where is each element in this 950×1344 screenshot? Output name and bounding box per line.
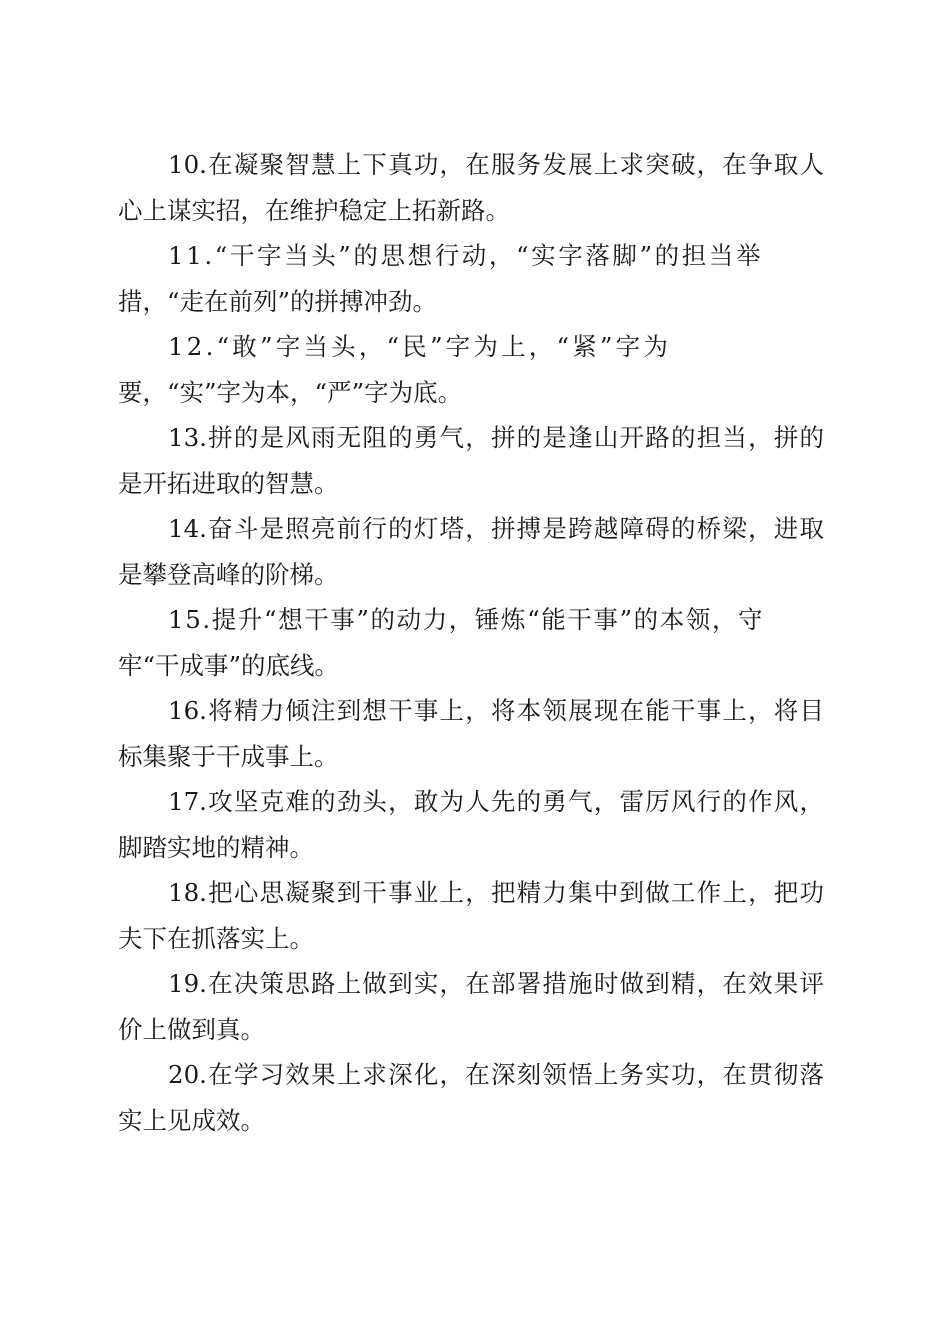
paragraph-10-line-1: 10.在凝聚智慧上下真功，在服务发展上求突破，在争取人: [168, 150, 824, 179]
paragraph-14: [118, 506, 824, 597]
paragraph-12-line-2: 要，“实”字为本，“严”字为底。: [118, 377, 463, 407]
paragraph-15: [118, 597, 824, 688]
paragraph-list: [118, 142, 824, 1143]
paragraph-19: [118, 961, 824, 1052]
paragraph-20: [118, 1052, 824, 1143]
paragraph-13: [118, 415, 824, 506]
paragraph-11: [118, 233, 824, 324]
paragraph-17-line-2: 脚踏实地的精神。: [118, 832, 314, 862]
paragraph-11-line-1: 11.“干字当头”的思想行动，“实字落脚”的担当举: [168, 241, 764, 270]
paragraph-18-line-2: 夫下在抓落实上。: [118, 923, 314, 953]
paragraph-11-line-2: 措，“走在前列”的拼搏冲劲。: [118, 286, 438, 316]
paragraph-18-line-1: 18.把心思凝聚到干事业上，把精力集中到做工作上，把功: [168, 878, 824, 907]
paragraph-14-line-2: 是攀登高峰的阶梯。: [118, 559, 339, 589]
paragraph-16: [118, 688, 824, 779]
paragraph-12: [118, 324, 824, 415]
paragraph-16-line-2: 标集聚于干成事上。: [118, 741, 339, 771]
paragraph-19-line-2: 价上做到真。: [118, 1014, 265, 1044]
paragraph-14-line-1: 14.奋斗是照亮前行的灯塔，拼搏是跨越障碍的桥梁，进取: [168, 514, 824, 543]
paragraph-19-line-1: 19.在决策思路上做到实，在部署措施时做到精，在效果评: [168, 969, 824, 998]
paragraph-10-line-2: 心上谋实招，在维护稳定上拓新路。: [118, 195, 510, 225]
paragraph-17: [118, 779, 824, 870]
paragraph-10: [118, 142, 824, 233]
paragraph-20-line-2: 实上见成效。: [118, 1105, 265, 1135]
paragraph-16-line-1: 16.将精力倾注到想干事上，将本领展现在能干事上，将目: [168, 696, 824, 725]
paragraph-13-line-1: 13.拼的是风雨无阻的勇气，拼的是逢山开路的担当，拼的: [168, 423, 824, 452]
paragraph-17-line-1: 17.攻坚克难的劲头，敢为人先的勇气，雷厉风行的作风，: [168, 787, 824, 816]
paragraph-12-line-1: 12.“敢”字当头，“民”字为上，“紧”字为: [168, 332, 672, 361]
paragraph-20-line-1: 20.在学习效果上求深化，在深刻领悟上务实功，在贯彻落: [168, 1060, 824, 1089]
paragraph-15-line-1: 15.提升“想干事”的动力，锤炼“能干事”的本领，守: [168, 605, 765, 634]
paragraph-15-line-2: 牢“干成事”的底线。: [118, 650, 340, 680]
paragraph-13-line-2: 是开拓进取的智慧。: [118, 468, 339, 498]
paragraph-18: [118, 870, 824, 961]
